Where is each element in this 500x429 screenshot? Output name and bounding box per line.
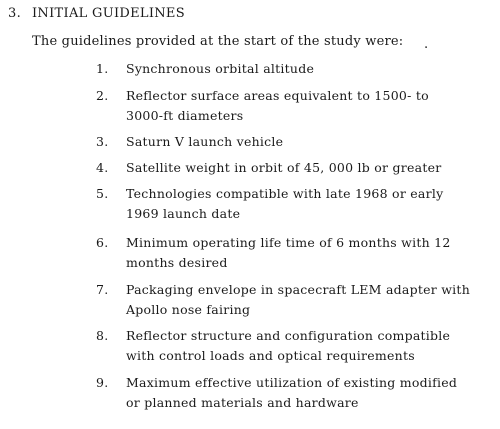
section-heading bbox=[8, 6, 185, 21]
item-line: Reflector surface areas equivalent to 1500- to bbox=[126, 88, 429, 103]
item-line: Reflector structure and configuration compatible bbox=[126, 328, 451, 343]
item-number: 8. bbox=[96, 328, 109, 343]
item-line: Synchronous orbital altitude bbox=[126, 61, 315, 76]
section-title: INITIAL GUIDELINES bbox=[32, 6, 185, 21]
item-line: Minimum operating life time of 6 months with 12 bbox=[126, 235, 451, 250]
item-line: months desired bbox=[126, 255, 228, 270]
item-number: 7. bbox=[96, 282, 109, 297]
item-number: 3. bbox=[96, 134, 109, 149]
item-number: 5. bbox=[96, 186, 109, 201]
item-text bbox=[126, 158, 486, 178]
section-number: 3. bbox=[8, 6, 22, 21]
item-text bbox=[126, 233, 486, 273]
item-number: 6. bbox=[96, 235, 109, 250]
item-text bbox=[126, 373, 486, 413]
stray-mark: . bbox=[424, 37, 429, 52]
item-line: Packaging envelope in spacecraft LEM adapter with bbox=[126, 282, 470, 297]
item-text bbox=[126, 280, 486, 320]
item-line: Maximum effective utilization of existing modified bbox=[126, 375, 458, 390]
item-line: or planned materials and hardware bbox=[126, 395, 359, 410]
item-line: Apollo nose fairing bbox=[126, 302, 251, 317]
item-line: Saturn V launch vehicle bbox=[126, 134, 284, 149]
item-text bbox=[126, 326, 486, 366]
item-number: 4. bbox=[96, 160, 109, 175]
item-number: 1. bbox=[96, 61, 109, 76]
item-line: Technologies compatible with late 1968 or early bbox=[126, 186, 444, 201]
item-line: 1969 launch date bbox=[126, 206, 241, 221]
intro-text: The guidelines provided at the start of the study were: bbox=[32, 34, 404, 49]
item-text bbox=[126, 86, 486, 126]
item-number: 9. bbox=[96, 375, 109, 390]
item-number: 2. bbox=[96, 88, 109, 103]
item-line: 3000-ft diameters bbox=[126, 108, 244, 123]
item-text bbox=[126, 184, 486, 224]
item-line: with control loads and optical requirements bbox=[126, 348, 415, 363]
item-text bbox=[126, 132, 486, 152]
item-line: Satellite weight in orbit of 45, 000 lb or greater bbox=[126, 160, 442, 175]
item-text bbox=[126, 59, 486, 79]
